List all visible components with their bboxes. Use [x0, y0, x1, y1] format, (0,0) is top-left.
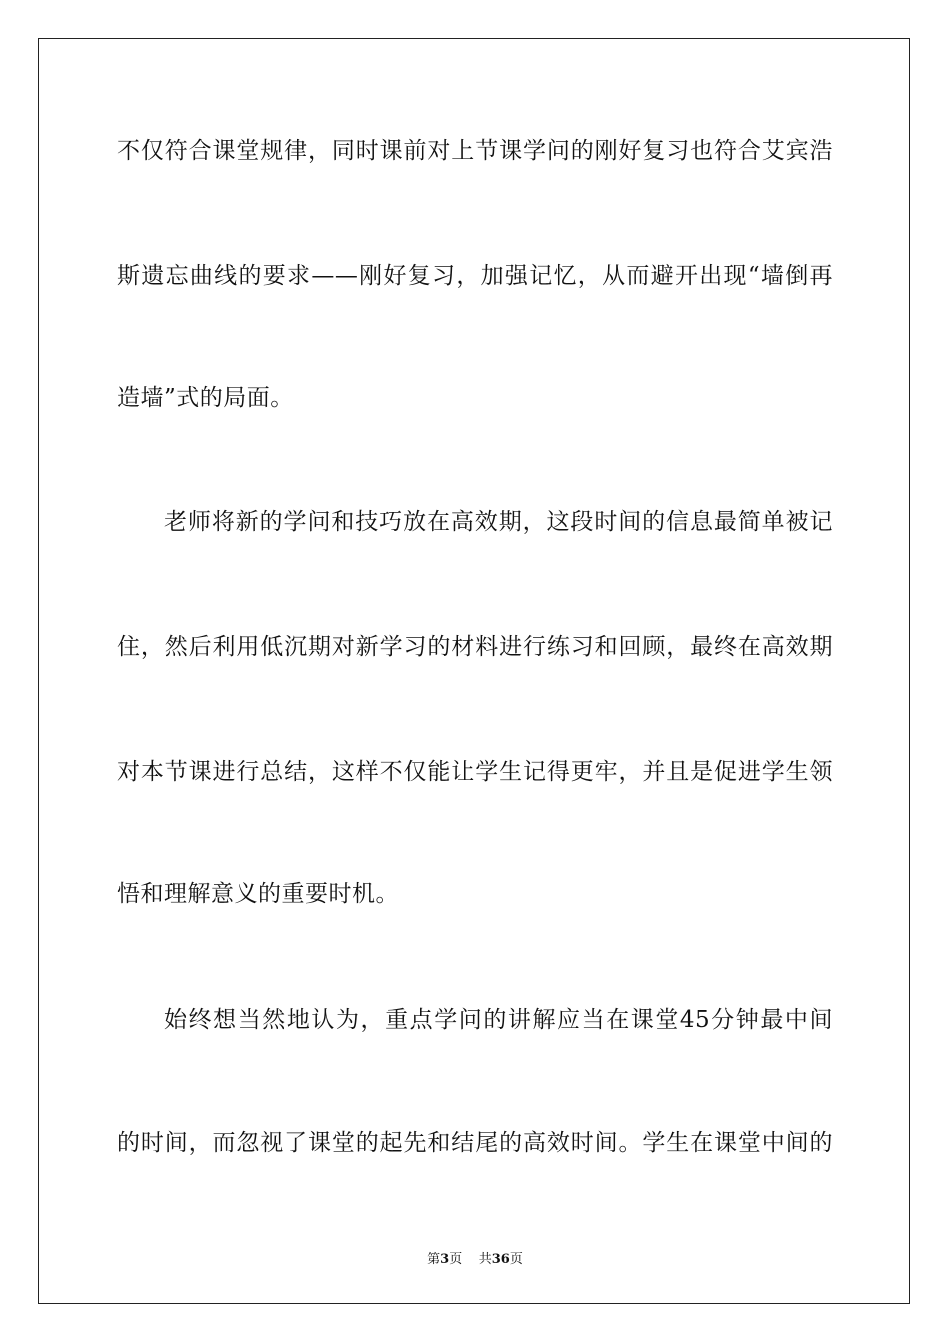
- page-footer: [0, 1248, 950, 1267]
- body-text-line: 的时间，而忽视了课堂的起先和结尾的高效时间。学生在课堂中间的: [117, 1130, 833, 1156]
- body-text-line: 对本节课进行总结，这样不仅能让学生记得更牢，并且是促进学生领: [117, 759, 833, 785]
- total-pages: 36: [491, 1252, 510, 1267]
- page-suffix: 页: [449, 1252, 463, 1267]
- body-text-line: 悟和理解意义的重要时机。: [117, 881, 399, 907]
- body-text-line: 造墙”式的局面。: [117, 385, 294, 411]
- total-suffix: 页: [509, 1252, 523, 1267]
- body-text-line: 不仅符合课堂规律，同时课前对上节课学问的刚好复习也符合艾宾浩: [117, 138, 833, 164]
- body-text-line: 斯遗忘曲线的要求——刚好复习，加强记忆，从而避开出现“墙倒再: [117, 263, 833, 289]
- page-prefix: 第: [427, 1252, 441, 1267]
- body-text-line: 住，然后利用低沉期对新学习的材料进行练习和回顾，最终在高效期: [117, 634, 833, 660]
- total-prefix: 共: [478, 1252, 492, 1267]
- page-number: 3: [440, 1252, 450, 1267]
- paragraph-first-line: 老师将新的学问和技巧放在高效期，这段时间的信息最简单被记: [164, 509, 833, 535]
- page-border: [38, 38, 910, 1304]
- paragraph-first-line: 始终想当然地认为，重点学问的讲解应当在课堂45分钟最中间: [164, 1007, 833, 1033]
